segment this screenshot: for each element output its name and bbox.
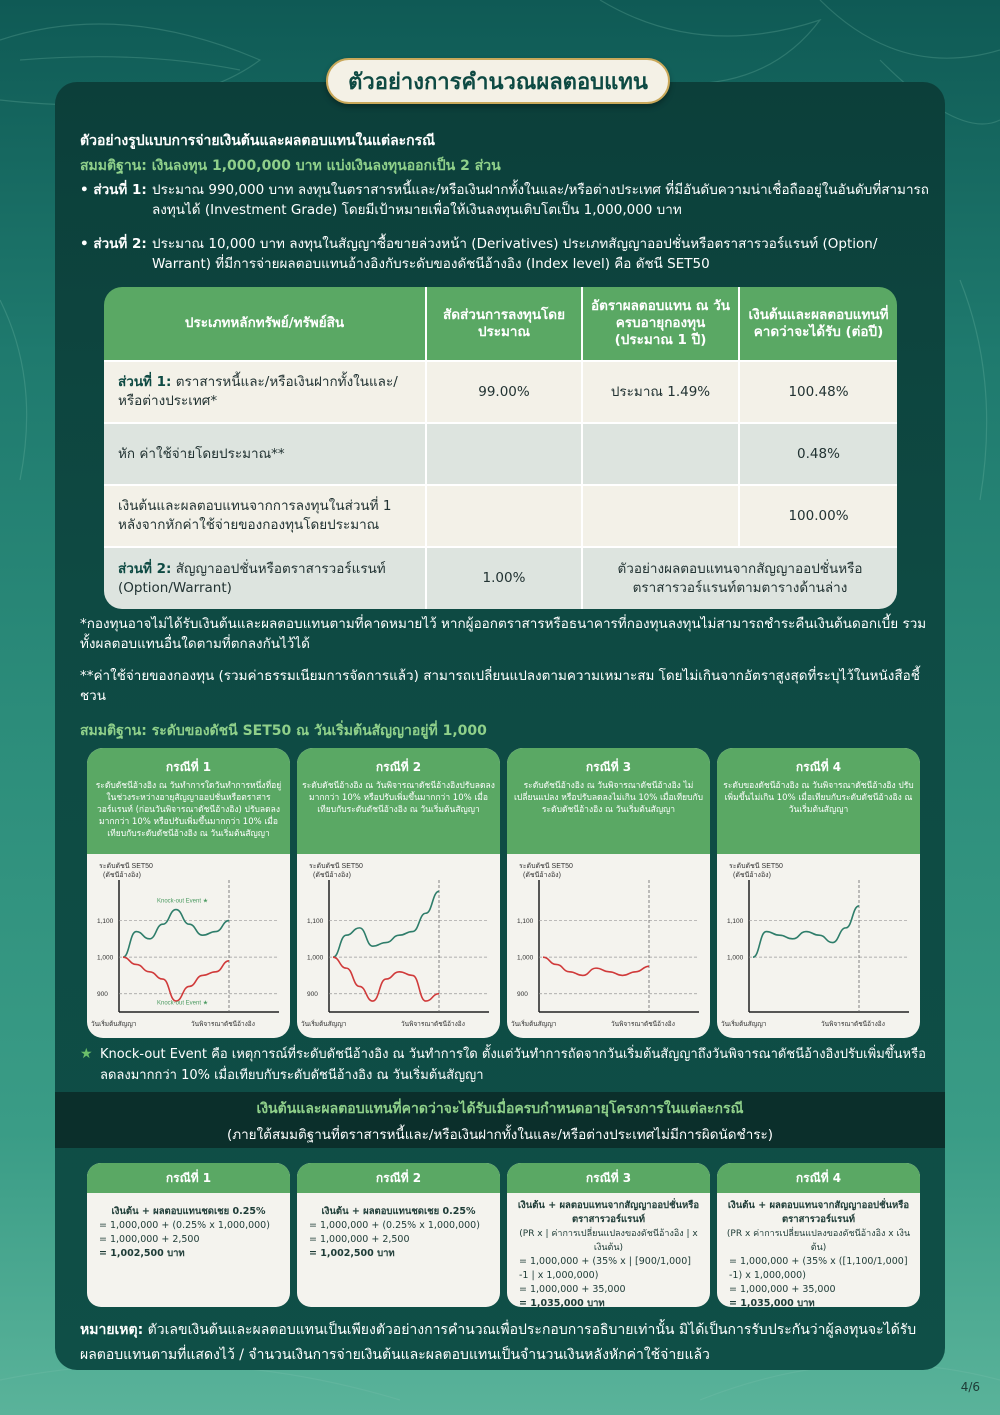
result-line: = 1,000,000 + (35% x | [900/1,000] -1 | x 1,000,000) <box>519 1256 691 1281</box>
result-total: = 1,035,000 บาท <box>519 1298 605 1307</box>
y-tick-label: 1,100 <box>97 918 114 926</box>
x-tick-label: วันพิจารณาดัชนีอ้างอิง <box>611 1021 675 1028</box>
result-formula: เงินต้น + ผลตอบแทนจากสัญญาออปชั่นหรือตราสารวอร์แรนท์ <box>727 1200 910 1225</box>
result-card-1 <box>87 1163 290 1307</box>
table-cell <box>426 423 582 485</box>
results-band <box>55 1092 945 1148</box>
remark-text: ตัวเลขเงินต้นและผลตอบแทนเป็นเพียงตัวอย่างการคำนวณเพื่อประกอบการอธิบายเท่านั้น มิได้เป็นการรับประกันว่าผู้ลงทุนจะได้รับผลตอบแทนตามที่แสดงไว้ / จำนวนเงินการจ่ายเงินต้นและผลตอบแทนเป็นจำนวนเงินหลังหักค่าใช้จ่ายแล้ว <box>80 1322 917 1363</box>
scenario-card-4 <box>717 748 920 1038</box>
result-line: = 1,000,000 + (35% x ([1,100/1,000] -1) x 1,000,000) <box>729 1256 908 1281</box>
x-tick-label: วันพิจารณาดัชนีอ้างอิง <box>821 1021 885 1028</box>
assumption-2: สมมติฐาน: ระดับของดัชนี SET50 ณ วันเริ่มต้นสัญญาอยู่ที่ 1,000 <box>80 723 487 739</box>
y-axis-label: ระดับดัชนี SET50 <box>729 863 783 870</box>
footnote-2: **ค่าใช้จ่ายของกองทุน (รวมค่าธรรมเนียมการจัดการแล้ว) สามารถเปลี่ยนแปลงตามความเหมาะสม โดยไม่เกินจากอัตราสูงสุดที่ระบุไว้ในหนังสือชี้ชวน <box>80 668 920 704</box>
table-cell: 1.00% <box>426 547 582 609</box>
part1-bullet <box>80 180 930 220</box>
scenario-card-3 <box>507 748 710 1038</box>
scenario-card-2 <box>297 748 500 1038</box>
scenario-title: กรณีที่ 3 <box>585 760 632 774</box>
table-cell: หัก ค่าใช้จ่ายโดยประมาณ** <box>104 423 426 485</box>
table-cell: เงินต้นและผลตอบแทนจากการลงทุนในส่วนที่ 1 หลังจากหักค่าใช้จ่ายของกองทุนโดยประมาณ <box>104 485 426 547</box>
star-icon: ★ <box>80 1046 93 1062</box>
scenario-chart-3 <box>507 854 710 1038</box>
table-header-allocation: สัดส่วนการลงทุนโดยประมาณ <box>426 287 582 361</box>
x-tick-label: วันเริ่มต้นสัญญา <box>511 1021 557 1028</box>
result-formula-sub: (PR x ค่าการเปลี่ยนแปลงของดัชนีอ้างอิง x เงินต้น) <box>726 1229 911 1253</box>
knockout-annotation: Knock-out Event ★ <box>157 1000 209 1007</box>
knockout-text: Knock-out Event คือ เหตุการณ์ที่ระดับดัชนีอ้างอิง ณ วันทำการใด ตั้งแต่วันทำการถัดจากวันเริ่มต้นสัญญาถึงวันพิจารณาดัชนีอ้างอิงปรับเพิ่มขึ้นหรือลดลงมากกว่า 10% เมื่อเทียบกับระดับดัชนีอ้างอิง ณ วันเริ่มต้นสัญญา <box>100 1047 926 1083</box>
result-line: = 1,000,000 + 2,500 <box>309 1234 410 1245</box>
y-tick-label: 1,000 <box>307 954 324 962</box>
section-heading: ตัวอย่างรูปแบบการจ่ายเงินต้นและผลตอบแทนในแต่ละกรณี <box>80 133 436 149</box>
result-formula: เงินต้น + ผลตอบแทนชดเชย 0.25% <box>111 1206 266 1217</box>
table-cell: 100.48% <box>739 361 897 423</box>
result-card-4 <box>717 1163 920 1307</box>
table-row <box>104 361 897 423</box>
knockout-note <box>80 1044 930 1086</box>
series-line-index <box>543 957 649 975</box>
band-subtitle: (ภายใต้สมมติฐานที่ตราสารหนี้และ/หรือเงินฝากทั้งในและ/หรือต่างประเทศไม่มีการผิดนัดชำระ) <box>226 1127 774 1143</box>
y-axis-label: (ดัชนีอ้างอิง) <box>523 872 561 879</box>
result-formula: เงินต้น + ผลตอบแทนจากสัญญาออปชั่นหรือตราสารวอร์แรนท์ <box>517 1200 700 1225</box>
series-line-up <box>333 891 439 957</box>
y-tick-label: 1,100 <box>517 918 534 926</box>
table-row <box>104 423 897 485</box>
y-tick-label: 1,000 <box>727 954 744 962</box>
part2-bullet <box>80 234 930 274</box>
y-tick-label: 1,100 <box>727 918 744 926</box>
series-line-up <box>123 910 229 958</box>
scenario-title: กรณีที่ 2 <box>375 760 422 774</box>
table-cell: 0.48% <box>739 423 897 485</box>
scenario-chart-4 <box>717 854 920 1038</box>
scenario-title: กรณีที่ 1 <box>165 760 212 774</box>
result-line: = 1,000,000 + 2,500 <box>99 1234 200 1245</box>
result-line: = 1,000,000 + 35,000 <box>729 1284 836 1295</box>
table-cell: ตัวอย่างผลตอบแทนจากสัญญาออปชั่นหรือตราสารวอร์แรนท์ตามตารางด้านล่าง <box>582 547 897 609</box>
allocation-table <box>104 287 897 609</box>
y-axis-label: (ดัชนีอ้างอิง) <box>733 872 771 879</box>
scenario-desc: ระดับดัชนีอ้างอิง ณ วันทำการใดวันทำการหนึ่งที่อยู่ในช่วงระหว่างอายุสัญญาออปชั่นหรือตราสารวอร์แรนท์ (ก่อนวันพิจารณาดัชนีอ้างอิง) ปรับลดลงมากกว่า 10% หรือปรับเพิ่มขึ้นมากกว่า 10% เมื่อเทียบกับระดับดัชนีอ้างอิง ณ วันเริ่มต้นสัญญา <box>95 781 282 839</box>
table-header-asset: ประเภทหลักทรัพย์/ทรัพย์สิน <box>104 287 426 361</box>
y-tick-label: 1,000 <box>97 954 114 962</box>
table-cell <box>582 423 739 485</box>
y-axis-label: ระดับดัชนี SET50 <box>99 863 153 870</box>
result-total: = 1,035,000 บาท <box>729 1298 815 1307</box>
result-line: = 1,000,000 + 35,000 <box>519 1284 626 1295</box>
part2-text: ประมาณ 10,000 บาท ลงทุนในสัญญาซื้อขายล่วงหน้า (Derivatives) ประเภทสัญญาออปชั่นหรือตราสารวอร์แรนท์ (Option/ Warrant) ที่มีการจ่ายผลตอบแทนอ้างอิงกับระดับของดัชนีอ้างอิง (Index level) คือ ดัชนี SET50 <box>152 236 878 272</box>
scenario-chart-1 <box>87 854 290 1038</box>
band-title: เงินต้นและผลตอบแทนที่คาดว่าจะได้รับเมื่อครบกำหนดอายุโครงการในแต่ละกรณี <box>256 1101 744 1117</box>
table-cell: ส่วนที่ 1: ตราสารหนี้และ/หรือเงินฝากทั้งในและ/หรือต่างประเทศ* <box>104 361 426 423</box>
footnote-1: *กองทุนอาจไม่ได้รับเงินต้นและผลตอบแทนตามที่คาดหมายไว้ หากผู้ออกตราสารหรือธนาคารที่กองทุนลงทุนไม่สามารถชำระคืนเงินต้นดอกเบี้ย รวมทั้งผลตอบแทนอื่นใดตามที่ตกลงกันไว้ได้ <box>80 616 927 652</box>
remark-label: หมายเหตุ: <box>80 1322 144 1338</box>
part2-label: • ส่วนที่ 2: <box>80 236 147 252</box>
scenario-desc: ระดับดัชนีอ้างอิง ณ วันพิจารณาดัชนีอ้างอิงปรับลดลงมากกว่า 10% หรือปรับเพิ่มขึ้นมากกว่า 10% เมื่อเทียบกับระดับดัชนีอ้างอิง ณ วันเริ่มต้นสัญญา <box>302 781 495 815</box>
result-formula-sub: (PR x | ค่าการเปลี่ยนแปลงของดัชนีอ้างอิง | x เงินต้น) <box>519 1229 698 1253</box>
result-total: = 1,002,500 บาท <box>99 1248 185 1259</box>
y-tick-label: 1,000 <box>517 954 534 962</box>
result-card-2 <box>297 1163 500 1307</box>
page-title: ตัวอย่างการคำนวณผลตอบแทน <box>326 58 670 104</box>
result-title: กรณีที่ 2 <box>297 1163 500 1193</box>
table-cell: 100.00% <box>739 485 897 547</box>
table-row <box>104 485 897 547</box>
scenario-card-1 <box>87 748 290 1038</box>
assumption-1: สมมติฐาน: เงินลงทุน 1,000,000 บาท แบ่งเงินลงทุนออกเป็น 2 ส่วน <box>80 158 501 174</box>
scenario-desc: ระดับดัชนีอ้างอิง ณ วันพิจารณาดัชนีอ้างอิง ไม่เปลี่ยนแปลง หรือปรับลดลงไม่เกิน 10% เมื่อเทียบกับระดับดัชนีอ้างอิง ณ วันเริ่มต้นสัญญา <box>513 781 704 815</box>
series-line-index <box>753 906 859 957</box>
table-cell <box>582 485 739 547</box>
y-tick-label: 900 <box>307 991 318 999</box>
table-header-rate: อัตราผลตอบแทน ณ วันครบอายุกองทุน (ประมาณ 1 ปี) <box>582 287 739 361</box>
table-cell: ส่วนที่ 2: สัญญาออปชั่นหรือตราสารวอร์แรนท์ (Option/Warrant) <box>104 547 426 609</box>
y-axis-label: (ดัชนีอ้างอิง) <box>313 872 351 879</box>
page-number: 4/6 <box>960 1380 980 1394</box>
result-title: กรณีที่ 4 <box>717 1163 920 1193</box>
series-line-down <box>333 957 439 1001</box>
scenario-desc: ระดับของดัชนีอ้างอิง ณ วันพิจารณาดัชนีอ้างอิง ปรับเพิ่มขึ้นไม่เกิน 10% เมื่อเทียบกับระดับดัชนีอ้างอิง ณ วันเริ่มต้นสัญญา <box>723 781 914 815</box>
table-cell: ประมาณ 1.49% <box>582 361 739 423</box>
result-total: = 1,002,500 บาท <box>309 1248 395 1259</box>
x-tick-label: วันเริ่มต้นสัญญา <box>301 1021 347 1028</box>
x-tick-label: วันพิจารณาดัชนีอ้างอิง <box>191 1021 255 1028</box>
result-formula: เงินต้น + ผลตอบแทนชดเชย 0.25% <box>321 1206 476 1217</box>
result-title: กรณีที่ 3 <box>507 1163 710 1193</box>
y-tick-label: 900 <box>97 991 108 999</box>
table-header-return: เงินต้นและผลตอบแทนที่คาดว่าจะได้รับ (ต่อปี) <box>739 287 897 361</box>
y-tick-label: 1,100 <box>307 918 324 926</box>
y-axis-label: (ดัชนีอ้างอิง) <box>103 872 141 879</box>
series-line-down <box>123 957 229 1001</box>
knockout-annotation: Knock-out Event ★ <box>157 898 209 905</box>
x-tick-label: วันเริ่มต้นสัญญา <box>91 1021 137 1028</box>
result-title: กรณีที่ 1 <box>87 1163 290 1193</box>
y-tick-label: 900 <box>517 991 528 999</box>
scenario-title: กรณีที่ 4 <box>795 760 842 774</box>
part1-text: ประมาณ 990,000 บาท ลงทุนในตราสารหนี้และ/หรือเงินฝากทั้งในและ/หรือต่างประเทศ ที่มีอันดับความน่าเชื่อถืออยู่ในอันดับที่สามารถลงทุนได้ (Investment Grade) โดยมีเป้าหมายเพื่อให้เงินลงทุนเติบโตเป็น 1,000,000 บาท <box>152 182 929 218</box>
remark <box>80 1318 930 1368</box>
x-tick-label: วันเริ่มต้นสัญญา <box>721 1021 767 1028</box>
table-cell: 99.00% <box>426 361 582 423</box>
table-row <box>104 547 897 609</box>
result-line: = 1,000,000 + (0.25% x 1,000,000) <box>309 1220 480 1231</box>
part1-label: • ส่วนที่ 1: <box>80 182 147 198</box>
scenario-chart-2 <box>297 854 500 1038</box>
x-tick-label: วันพิจารณาดัชนีอ้างอิง <box>401 1021 465 1028</box>
y-axis-label: ระดับดัชนี SET50 <box>519 863 573 870</box>
result-line: = 1,000,000 + (0.25% x 1,000,000) <box>99 1220 270 1231</box>
table-cell <box>426 485 582 547</box>
y-axis-label: ระดับดัชนี SET50 <box>309 863 363 870</box>
result-card-3 <box>507 1163 710 1307</box>
